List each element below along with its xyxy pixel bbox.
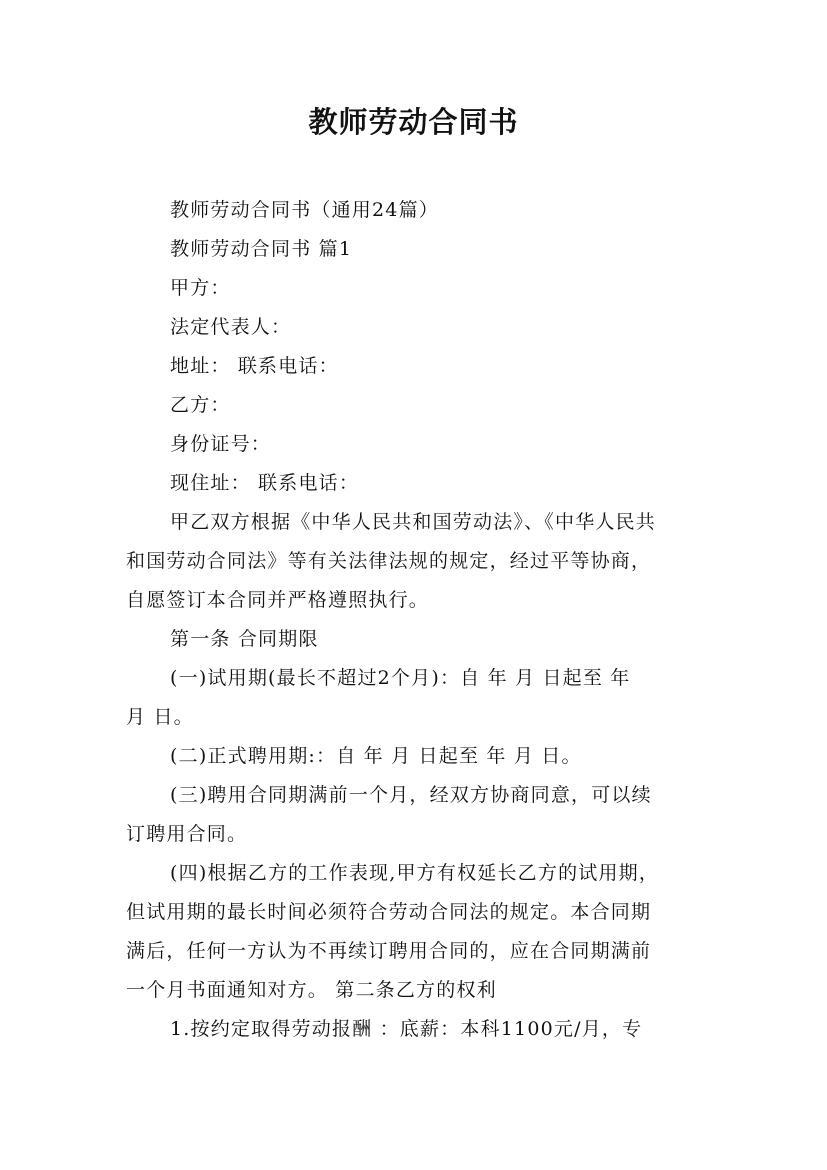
article-heading: 第一条 合同期限	[170, 628, 319, 650]
paragraph-line: 月 日。	[126, 706, 194, 728]
paragraph-line: 订聘用合同。	[126, 823, 248, 845]
paragraph-line: (一)试用期(最长不超过2个月)：自 年 月 日起至 年	[170, 667, 631, 689]
paragraph-line: (三)聘用合同期满前一个月，经双方协商同意，可以续	[170, 784, 652, 806]
subtitle-line: 教师劳动合同书（通用24篇）	[170, 199, 439, 221]
section-heading: 教师劳动合同书 篇1	[170, 238, 353, 260]
paragraph-line: 满后，任何一方认为不再续订聘用合同的，应在合同期满前	[126, 940, 652, 962]
current-address-line: 现住址： 联系电话：	[170, 472, 360, 494]
paragraph-line: 一个月书面通知对方。 第二条乙方的权利	[126, 979, 497, 1001]
document-title: 教师劳动合同书	[308, 105, 519, 139]
legal-rep-line: 法定代表人：	[170, 316, 292, 338]
party-b-line: 乙方：	[170, 394, 231, 416]
paragraph-line: (二)正式聘用期:：自 年 月 日起至 年 月 日。	[170, 745, 582, 767]
address-line: 地址： 联系电话：	[170, 355, 339, 377]
paragraph-line: 自愿签订本合同并严格遵照执行。	[126, 589, 430, 611]
paragraph-line: 和国劳动合同法》等有关法律法规的规定，经过平等协商，	[126, 550, 652, 572]
party-a-line: 甲方：	[170, 277, 231, 299]
paragraph-line: 1.按约定取得劳动报酬 ：底薪：本科1100元/月，专	[170, 1018, 643, 1040]
paragraph-line: 但试用期的最长时间必须符合劳动合同法的规定。本合同期	[126, 901, 652, 923]
paragraph-line: 甲乙双方根据《中华人民共和国劳动法》、《中华人民共	[170, 511, 657, 533]
paragraph-line: (四)根据乙方的工作表现,甲方有权延长乙方的试用期，	[170, 862, 660, 884]
id-number-line: 身份证号：	[170, 433, 272, 455]
